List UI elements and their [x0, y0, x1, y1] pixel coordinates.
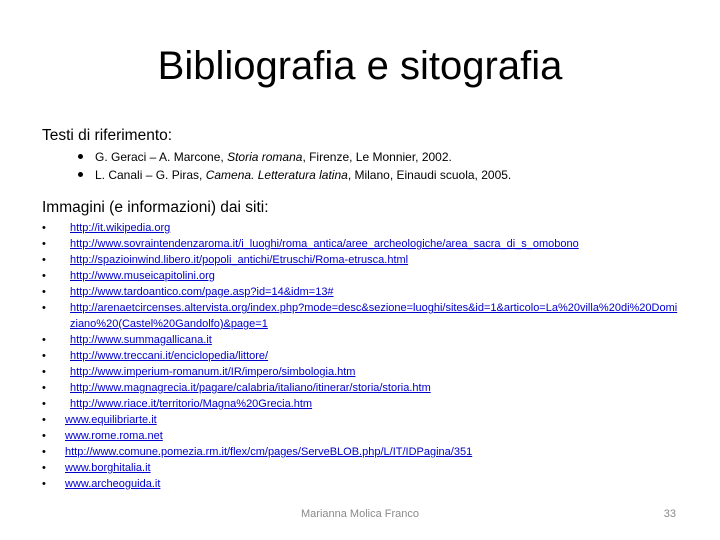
slide-title: Bibliografia e sitografia	[157, 44, 563, 88]
bullet-dot-icon	[78, 172, 83, 177]
links-list	[42, 220, 682, 492]
reference-publisher: , Milano, Einaudi scuola, 2005.	[347, 168, 512, 182]
link-riace[interactable]: http://www.riace.it/territorio/Magna%20Grecia.htm	[70, 398, 313, 410]
bullet-icon: •	[42, 478, 46, 490]
link-item	[42, 268, 682, 284]
link-item	[42, 412, 682, 428]
bullet-icon: •	[42, 430, 46, 442]
link-rome-roma[interactable]: www.rome.roma.net	[65, 430, 163, 442]
link-museicapitolini[interactable]: http://www.museicapitolini.org	[70, 270, 215, 282]
link-archeoguida[interactable]: www.archeoguida.it	[65, 478, 161, 490]
link-comune-pomezia[interactable]: http://www.comune.pomezia.rm.it/flex/cm/pages/ServeBLOB.php/L/IT/IDPagina/351	[65, 446, 473, 458]
link-item	[42, 252, 682, 268]
bullet-icon: •	[42, 398, 46, 410]
reference-authors: G. Geraci – A. Marcone,	[95, 150, 228, 164]
bullet-icon: •	[42, 446, 46, 458]
link-item	[42, 396, 682, 412]
bullet-icon: •	[42, 462, 46, 474]
link-item	[42, 460, 682, 476]
link-summagallicana[interactable]: http://www.summagallicana.it	[70, 334, 212, 346]
bullet-icon: •	[42, 350, 46, 362]
reference-item	[42, 148, 682, 166]
link-imperium-romanum[interactable]: http://www.imperium-romanum.it/IR/impero/simbologia.htm	[70, 366, 356, 378]
link-item	[42, 284, 682, 300]
footer-author: Marianna Molica Franco	[301, 508, 419, 520]
reference-publisher: , Firenze, Le Monnier, 2002.	[302, 150, 452, 164]
link-item	[42, 332, 682, 348]
link-item	[42, 220, 682, 236]
link-item	[42, 444, 682, 460]
reference-authors: L. Canali – G. Piras,	[95, 168, 206, 182]
link-item	[42, 476, 682, 492]
bullet-icon: •	[42, 366, 46, 378]
bullet-icon: •	[42, 382, 46, 394]
reference-title: Camena. Letteratura latina	[205, 168, 348, 182]
bullet-icon: •	[42, 222, 46, 234]
bullet-dot-icon	[78, 154, 83, 159]
link-item	[42, 364, 682, 380]
bullet-icon: •	[42, 286, 46, 298]
bullet-icon: •	[42, 238, 46, 250]
link-item	[42, 300, 682, 332]
page-number: 33	[663, 508, 676, 520]
link-item	[42, 380, 682, 396]
references-list	[42, 148, 682, 184]
link-equilibriarte[interactable]: www.equilibriarte.it	[65, 414, 157, 426]
images-heading: Immagini (e informazioni) dai siti:	[42, 199, 269, 216]
bullet-icon: •	[42, 302, 46, 314]
bullet-icon: •	[42, 414, 46, 426]
bullet-icon: •	[42, 270, 46, 282]
link-item	[42, 428, 682, 444]
link-item	[42, 348, 682, 364]
link-treccani[interactable]: http://www.treccani.it/enciclopedia/littore/	[70, 350, 269, 362]
link-magnagrecia[interactable]: http://www.magnagrecia.it/pagare/calabria/italiano/itinerar/storia/storia.htm	[70, 382, 431, 394]
link-arenaetcircenses[interactable]: http://arenaetcircenses.altervista.org/index.php?mode=desc&sezione=luoghi/sites&id=1&articolo=La%20villa%20di%20Domiziano%20(Castel%20Gandolfo)&page=1	[70, 302, 678, 330]
reference-title: Storia romana	[227, 150, 303, 164]
link-spazioinwind[interactable]: http://spazioinwind.libero.it/popoli_antichi/Etruschi/Roma-etrusca.html	[70, 254, 409, 266]
link-borghitalia[interactable]: www.borghitalia.it	[65, 462, 151, 474]
link-tardoantico[interactable]: http://www.tardoantico.com/page.asp?id=14&idm=13#	[70, 286, 334, 298]
bullet-icon: •	[42, 334, 46, 346]
reference-item	[42, 166, 682, 184]
link-sovraintendenza[interactable]: http://www.sovraintendenzaroma.it/i_luoghi/roma_antica/aree_archeologiche/area_sacra_di_s_omobono	[70, 238, 579, 250]
bullet-icon: •	[42, 254, 46, 266]
link-wikipedia[interactable]: http://it.wikipedia.org	[70, 222, 171, 234]
link-item	[42, 236, 682, 252]
texts-heading: Testi di riferimento:	[42, 127, 173, 144]
